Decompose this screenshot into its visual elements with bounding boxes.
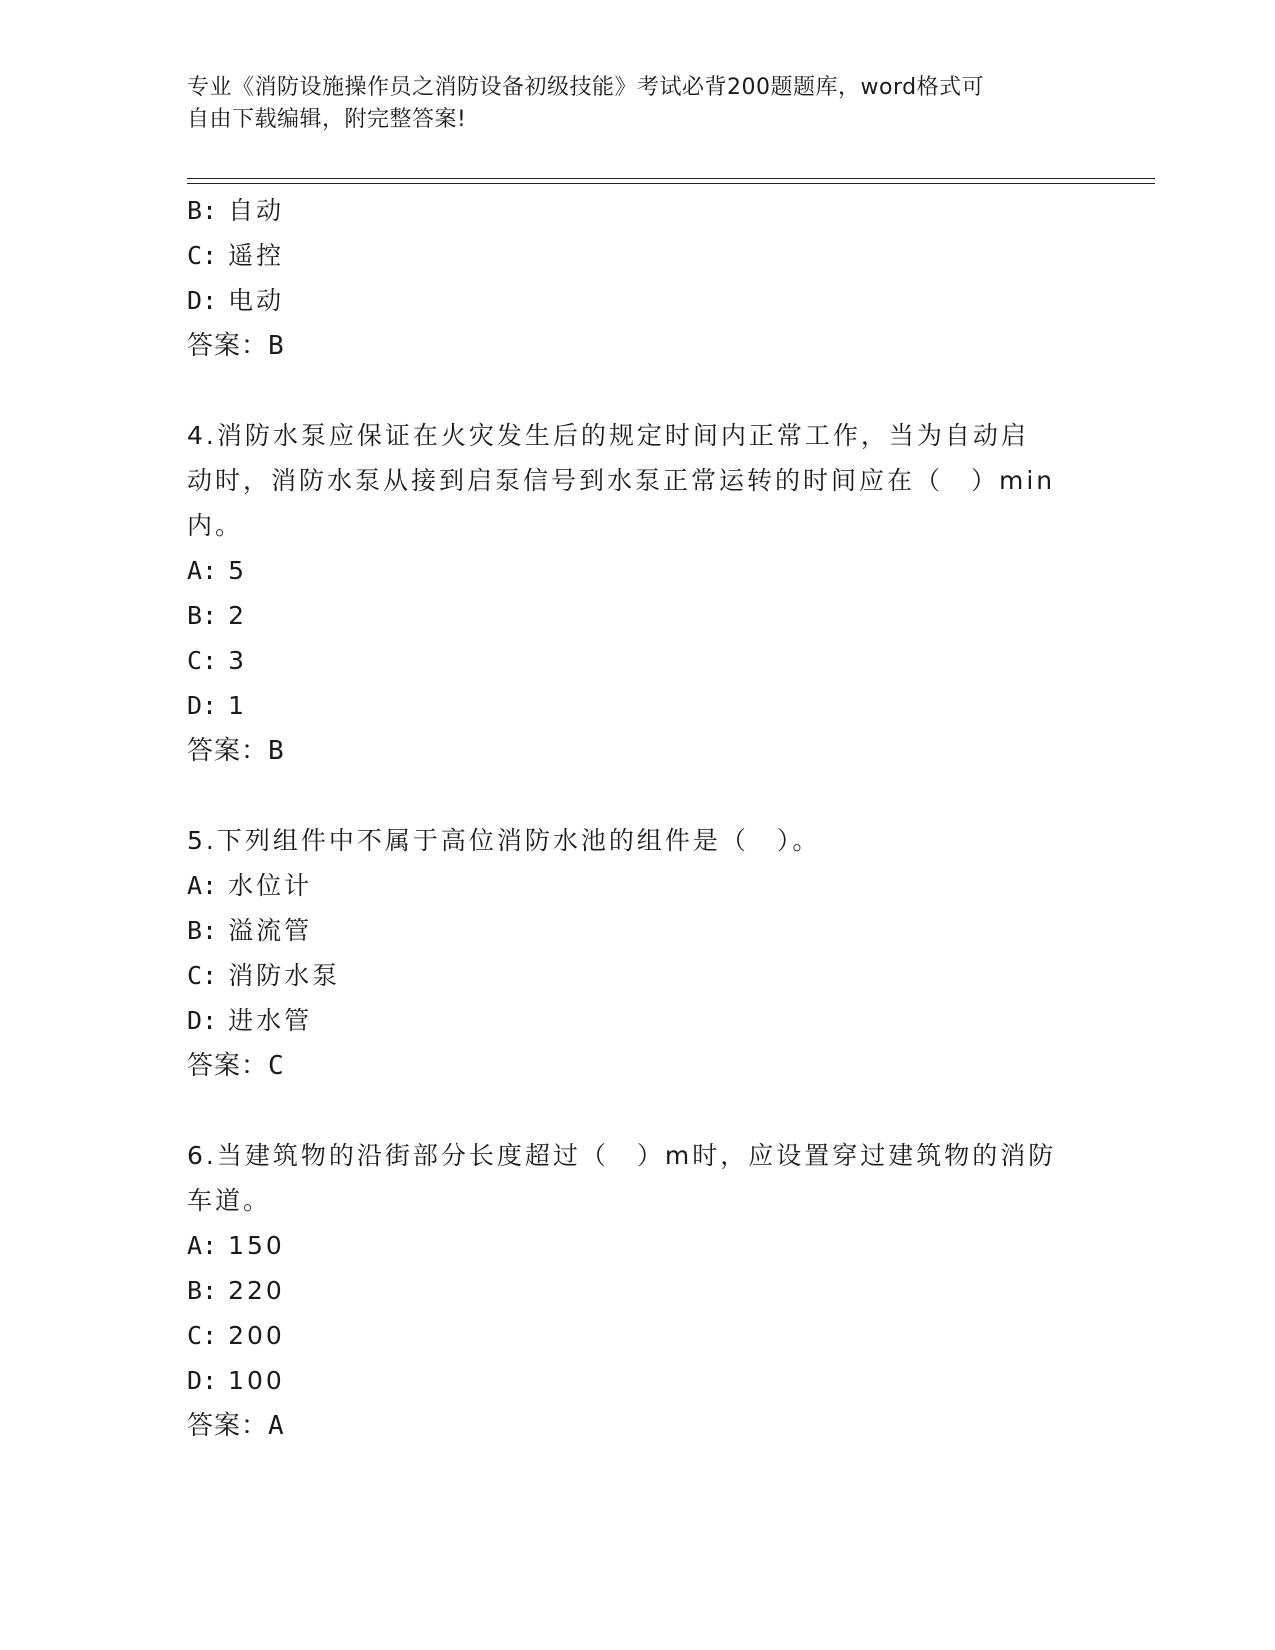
option-key: D: xyxy=(187,1006,218,1035)
option-key: C: xyxy=(187,1321,218,1350)
option-text: 电动 xyxy=(228,286,285,315)
q4-option-b xyxy=(187,600,247,632)
q5-answer xyxy=(187,1050,285,1082)
q5-option-b xyxy=(187,915,312,947)
option-text: 150 xyxy=(228,1231,285,1260)
answer-value: B xyxy=(268,736,285,766)
q4-stem-line-1: 4.消防水泵应保证在火灾发生后的规定时间内正常工作，当为自动启 xyxy=(187,421,1029,450)
option-key: B: xyxy=(187,1276,218,1305)
option-key: A: xyxy=(187,871,218,900)
q6-option-b xyxy=(187,1275,285,1307)
q6-stem-line-1: 6.当建筑物的沿街部分长度超过（ ）m时，应设置穿过建筑物的消防 xyxy=(187,1141,1057,1170)
option-text: 遥控 xyxy=(228,241,285,270)
document-header xyxy=(187,72,1087,136)
option-key: B: xyxy=(187,916,218,945)
option-text: 自动 xyxy=(228,196,285,225)
option-text: 2 xyxy=(228,601,247,630)
q5-option-c xyxy=(187,960,340,992)
option-key: C: xyxy=(187,646,218,675)
q4-option-d xyxy=(187,690,247,722)
option-text: 220 xyxy=(228,1276,285,1305)
answer-label: 答案： xyxy=(187,1051,269,1081)
option-text: 100 xyxy=(228,1366,285,1395)
option-text: 5 xyxy=(228,556,247,585)
prev-option-b xyxy=(187,195,284,227)
option-key: A: xyxy=(187,1231,218,1260)
option-key: C: xyxy=(187,961,218,990)
q4-answer xyxy=(187,735,285,767)
q4-option-c xyxy=(187,645,247,677)
header-divider-bottom xyxy=(187,183,1155,184)
q6-option-a xyxy=(187,1230,285,1262)
option-key: B: xyxy=(187,601,218,630)
option-key: B: xyxy=(187,196,218,225)
q6-stem-line-2: 车道。 xyxy=(187,1186,272,1215)
prev-option-d xyxy=(187,285,284,317)
q4-option-a xyxy=(187,555,247,587)
option-key: A: xyxy=(187,556,218,585)
q6-answer xyxy=(187,1410,285,1442)
option-text: 进水管 xyxy=(228,1006,313,1035)
header-line-1: 专业《消防设施操作员之消防设备初级技能》考试必背200题题库，word格式可 xyxy=(187,75,985,100)
option-key: D: xyxy=(187,1366,218,1395)
option-key: D: xyxy=(187,691,218,720)
answer-label: 答案： xyxy=(187,331,269,361)
option-text: 3 xyxy=(228,646,247,675)
q6-option-d xyxy=(187,1365,285,1397)
prev-answer xyxy=(187,330,285,362)
option-key: C: xyxy=(187,241,218,270)
answer-value: A xyxy=(268,1411,285,1441)
q5-option-d xyxy=(187,1005,312,1037)
option-text: 消防水泵 xyxy=(228,961,341,990)
prev-option-c xyxy=(187,240,284,272)
answer-label: 答案： xyxy=(187,736,269,766)
answer-value: C xyxy=(268,1051,285,1081)
q5-stem-line-1: 5.下列组件中不属于高位消防水池的组件是（ ）。 xyxy=(187,826,821,855)
q4-stem-line-3: 内。 xyxy=(187,511,244,540)
option-text: 200 xyxy=(228,1321,285,1350)
q5-option-a xyxy=(187,870,312,902)
q6-option-c xyxy=(187,1320,285,1352)
option-text: 水位计 xyxy=(228,871,313,900)
header-divider-top xyxy=(187,178,1155,179)
answer-label: 答案： xyxy=(187,1411,269,1441)
option-key: D: xyxy=(187,286,218,315)
header-line-2: 自由下载编辑，附完整答案! xyxy=(187,107,467,132)
option-text: 溢流管 xyxy=(228,916,313,945)
option-text: 1 xyxy=(228,691,247,720)
q4-stem-line-2: 动时，消防水泵从接到启泵信号到水泵正常运转的时间应在（ ）min xyxy=(187,466,1056,495)
answer-value: B xyxy=(268,331,285,361)
